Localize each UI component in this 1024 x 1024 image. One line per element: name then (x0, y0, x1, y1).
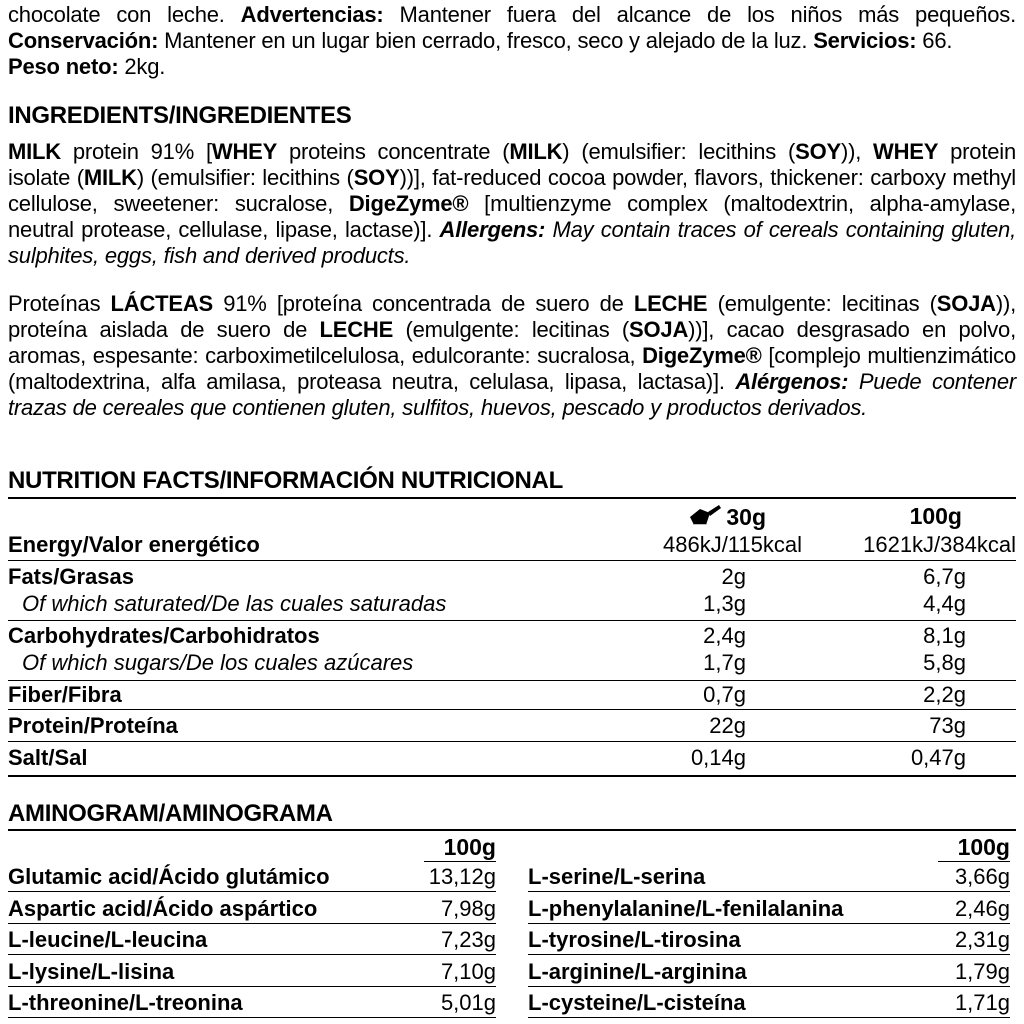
nutrition-value-serving: 486kJ/115kcal (662, 532, 802, 557)
aminogram-divider (8, 923, 496, 924)
aminogram-divider (528, 891, 1010, 892)
nutrition-label: Salt/Sal (8, 745, 88, 770)
nutrition-label: Carbohydrates/Carbohidratos (8, 623, 320, 648)
aminogram-label: L-threonine/L-treonina (8, 990, 243, 1015)
nutrition-row-divider (8, 775, 1016, 777)
ingredients-text: protein 91% [ (60, 139, 212, 164)
ingredients-text: [complejo multienzimático (maltodextrina, alfa amilasa, proteasa neutra, celulasa, lipasa, lactasa)]. (8, 343, 1016, 394)
allergen-leche: LECHE (319, 317, 394, 342)
ingredients-text: ) (emulsifier: lecithins ( (562, 139, 796, 164)
nutrition-col-serving (688, 503, 766, 531)
aminogram-divider (528, 954, 1010, 955)
aminogram-value: 1,71g (954, 990, 1010, 1015)
nutrition-top-rule (8, 497, 1016, 499)
ingredients-text: Proteínas (8, 291, 111, 316)
net-weight-value: 2kg. (124, 54, 166, 79)
conservation-text: Mantener en un lugar bien cerrado, fresco, seco y alejado de la luz. (164, 28, 808, 53)
allergen-milk: MILK (83, 165, 137, 190)
nutrition-value-100g: 2,2g (923, 682, 966, 707)
aminogram-label: Glutamic acid/Ácido glutámico (8, 864, 330, 889)
nutrition-value-100g: 4,4g (923, 591, 966, 616)
aminogram-value: 5,01g (440, 990, 496, 1015)
nutrition-row-divider (8, 620, 1016, 621)
aminogram-value: 2,31g (954, 927, 1010, 952)
allergen-lacteas: LÁCTEAS (110, 291, 214, 316)
aminogram-label: L-cysteine/L-cisteína (528, 990, 746, 1015)
aminogram-divider (8, 891, 496, 892)
warnings-label: Advertencias: (240, 2, 384, 27)
aminogram-value: 13,12g (428, 864, 496, 889)
nutrition-value-serving: 22g (709, 713, 746, 738)
nutrition-label: Of which sugars/De los cuales azúcares (22, 650, 414, 675)
nutrition-value-serving: 2,4g (703, 623, 746, 648)
aminogram-label: L-lysine/L-lisina (8, 958, 175, 984)
ingredients-text: [multienzyme complex (maltodextrin, alpha-amylase, neutral protease, cellulase, lipase, lactase)]. (8, 191, 1016, 242)
serving-size-label: 30g (726, 504, 766, 530)
ingredients-text: )), (840, 139, 874, 164)
nutrition-value-serving: 0,7g (703, 682, 746, 707)
allergens-label: Alérgenos: (735, 369, 849, 394)
aminogram-value: 2,46g (954, 895, 1010, 921)
nutrition-row-divider (8, 741, 1016, 742)
aminogram-col-label: 100g (443, 834, 496, 860)
nutrition-value-100g: 73g (929, 713, 966, 738)
nutrition-value-serving: 1,7g (703, 650, 746, 675)
allergens-text: May contain traces of cereals containing gluten, sulphites, eggs, fish and derived products. (8, 217, 1016, 268)
aminogram-divider (528, 923, 1010, 924)
nutrition-row-divider (8, 680, 1016, 681)
servings-value: 66. (922, 28, 953, 53)
servings-label: Servicios: (813, 28, 917, 53)
ingredients-text: (emulgente: lecitinas ( (707, 291, 937, 316)
nutrition-row-divider (8, 560, 1016, 561)
ingredients-heading: INGREDIENTS/INGREDIENTES (8, 102, 352, 129)
nutrition-value-serving: 0,14g (690, 745, 746, 770)
allergen-soy: SOY (795, 139, 841, 164)
nutrition-row-divider (8, 709, 1016, 710)
aminogram-label: L-arginine/L-arginina (528, 958, 747, 984)
nutrition-col-100g: 100g (909, 503, 962, 529)
allergens-label: Allergens: (439, 217, 546, 242)
allergens-text: Puede contener trazas de cereales que contienen gluten, sulfitos, huevos, pescado y productos derivados. (8, 369, 1016, 420)
ingredients-text: proteins concentrate ( (277, 139, 510, 164)
nutrition-label: Protein/Proteína (8, 713, 178, 738)
nutrition-value-100g: 1621kJ/384kcal (863, 532, 1016, 557)
aminogram-divider (528, 1017, 1010, 1018)
aminogram-label: Aspartic acid/Ácido aspártico (8, 895, 318, 921)
ingredients-text: ) (emulsifier: lecithins ( (136, 165, 354, 190)
ingredients-text: 91% [proteína concentrada de suero de (213, 291, 634, 316)
ingredients-text: (emulgente: lecitinas ( (393, 317, 630, 342)
aminogram-value: 3,66g (954, 864, 1010, 889)
ingredients-text: ))], cacao desgrasado en polvo, aromas, espesante: carboximetilcelulosa, edulcorante: sucralosa, (8, 317, 1016, 368)
allergen-leche: LECHE (633, 291, 708, 316)
nutrition-label: Fiber/Fibra (8, 682, 122, 707)
allergen-soy: SOY (353, 165, 400, 190)
nutrition-heading: NUTRITION FACTS/INFORMACIÓN NUTRICIONAL (8, 467, 563, 494)
nutrition-value-serving: 2g (721, 564, 746, 589)
nutrition-label: Energy/Valor energético (8, 532, 260, 557)
digezyme-brand: DigeZyme® (642, 343, 762, 368)
aminogram-divider (8, 1017, 496, 1018)
aminogram-top-rule (8, 829, 1016, 831)
nutrition-value-100g: 8,1g (923, 623, 966, 648)
aminogram-label: L-phenylalanine/L-fenilalanina (528, 895, 844, 921)
aminogram-divider (528, 986, 1010, 987)
warnings-block (8, 2, 1016, 80)
aminogram-value: 7,98g (440, 895, 496, 921)
aminogram-label: L-leucine/L-leucina (8, 927, 208, 952)
nutrition-value-serving: 1,3g (703, 591, 746, 616)
allergen-milk: MILK (8, 139, 61, 164)
aminogram-divider (424, 861, 496, 862)
aminogram-divider (938, 861, 1010, 862)
digezyme-brand: DigeZyme® (348, 191, 469, 216)
aminogram-value: 1,79g (954, 958, 1010, 984)
allergen-soja: SOJA (629, 317, 689, 342)
allergen-whey: WHEY (211, 139, 278, 164)
aminogram-heading: AMINOGRAM/AMINOGRAMA (8, 800, 333, 827)
aminogram-label: L-serine/L-serina (528, 864, 706, 889)
net-weight-label: Peso neto: (8, 54, 119, 79)
nutrition-value-100g: 5,8g (923, 650, 966, 675)
aminogram-divider (8, 986, 496, 987)
flavor-text: chocolate con leche. (8, 2, 225, 27)
aminogram-label: L-tyrosine/L-tirosina (528, 927, 741, 952)
nutrition-label: Fats/Grasas (8, 564, 134, 589)
nutrition-value-100g: 0,47g (910, 745, 966, 770)
allergen-milk: MILK (509, 139, 563, 164)
ingredients-es (8, 291, 1016, 421)
ingredients-en (8, 139, 1016, 269)
warnings-text: Mantener fuera del alcance de los niños más pequeños. (399, 2, 1016, 27)
ingredients-text: ))], fat-reduced cocoa powder, flavors, thickener: carboxy methyl cellulose, sweetener: sucralose, (8, 165, 1016, 216)
scoop-icon (688, 503, 722, 529)
allergen-whey: WHEY (873, 139, 939, 164)
ingredients-text: )), proteína aislada de suero de (8, 291, 1016, 342)
aminogram-value: 7,10g (440, 958, 496, 984)
aminogram-col-label: 100g (957, 834, 1010, 860)
allergen-soja: SOJA (936, 291, 996, 316)
nutrition-value-100g: 6,7g (923, 564, 966, 589)
ingredients-text: protein isolate ( (8, 139, 1016, 190)
aminogram-value: 7,23g (440, 927, 496, 952)
nutrition-label: Of which saturated/De las cuales saturadas (22, 591, 447, 616)
aminogram-divider (8, 954, 496, 955)
conservation-label: Conservación: (8, 28, 159, 53)
